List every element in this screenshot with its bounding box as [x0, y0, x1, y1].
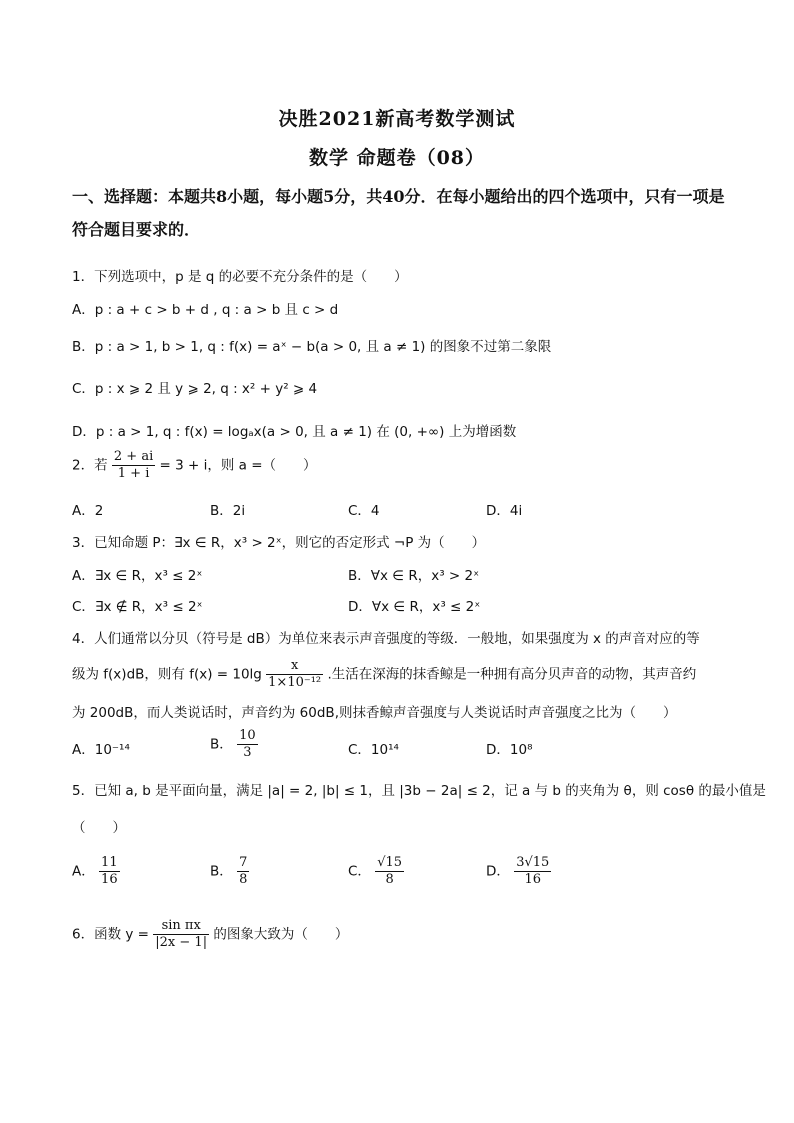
q4-line1: 4．人们通常以分贝（符号是 dB）为单位来表示声音强度的等级．一般地，如果强度为 x 的声音对应的等 [72, 631, 700, 647]
q5-option-c-denominator: 8 [385, 872, 394, 887]
q5-option-c-prefix: C． [348, 863, 371, 880]
q3-option-b: B．∀x ∈ R，x³ > 2ˣ [348, 568, 480, 584]
q1-option-d: D．p : a > 1, q : f(x) = logₐx(a > 0, 且 a ≠ 1) 在 (0, +∞) 上为增函数 [72, 424, 517, 440]
q6-stem-prefix: 6．函数 y = [72, 926, 149, 943]
q5-option-c [348, 855, 404, 888]
q4-fraction [266, 658, 323, 691]
section-heading: 一、选择题：本题共8小题，每小题5分，共40分．在每小题给出的四个选项中，只有一项是符合题目要求的． [72, 187, 725, 239]
q6-fraction-numerator: sin πx [153, 918, 209, 935]
q4-option-d: D．10⁸ [486, 742, 533, 758]
q5-option-b-denominator: 8 [239, 872, 248, 887]
q5-option-a [72, 855, 120, 888]
q3-option-d: D．∀x ∈ R，x³ ≤ 2ˣ [348, 599, 481, 615]
q2-option-d: D．4i [486, 503, 523, 519]
q4-option-b-numerator: 10 [239, 728, 256, 743]
q5-option-d-prefix: D． [486, 863, 510, 880]
exam-title: 决胜2021新高考数学测试 [278, 108, 516, 130]
q5-line2: （ ） [72, 820, 126, 836]
exam-subtitle: 数学 命题卷（08） [308, 147, 486, 169]
q2-option-c: C．4 [348, 503, 380, 519]
q5-option-d-numerator: 3√15 [516, 855, 550, 870]
q2-stem [72, 449, 317, 482]
q3-stem: 3．已知命题 P：∃x ∈ R，x³ > 2ˣ，则它的否定形式 ¬P 为（ ） [72, 535, 486, 551]
q4-option-b-fraction [237, 728, 258, 761]
q2-option-b: B．2i [210, 503, 246, 519]
q6-stem [72, 918, 348, 951]
q5-option-c-fraction [375, 855, 404, 888]
q3-option-a: A．∃x ∈ R，x³ ≤ 2ˣ [72, 568, 203, 584]
q6-fraction-denominator: |2x − 1| [155, 935, 208, 950]
q5-line1: 5．已知 a, b 是平面向量，满足 |a| = 2, |b| ≤ 1，且 |3b − 2a| ≤ 2，记 a 与 b 的夹角为 θ，则 cosθ 的最小值是 [72, 783, 766, 799]
q4-fraction-denominator: 1×10⁻¹² [268, 675, 322, 690]
q2-stem-prefix: 2．若 [72, 457, 108, 474]
q4-line2 [72, 658, 696, 691]
q4-option-b-denominator: 3 [243, 745, 252, 760]
q5-option-b-prefix: B． [210, 863, 233, 880]
q6-fraction [153, 918, 209, 951]
q5-option-a-numerator: 11 [101, 855, 118, 870]
q4-line2-prefix: 级为 f(x)dB，则有 f(x) = 10lg [72, 666, 262, 683]
q4-option-b [210, 728, 258, 761]
q4-line3: 为 200dB，而人类说话时，声音约为 60dB,则抹香鲸声音强度与人类说话时声音强度之比为（ ） [72, 705, 677, 721]
q5-option-a-denominator: 16 [101, 872, 118, 887]
q3-option-c: C．∃x ∉ R，x³ ≤ 2ˣ [72, 599, 203, 615]
q1-option-c: C．p : x ⩾ 2 且 y ⩾ 2, q : x² + y² ⩾ 4 [72, 381, 318, 397]
q4-fraction-numerator: x [266, 658, 323, 675]
q5-option-a-prefix: A． [72, 863, 95, 880]
q5-option-b [210, 855, 249, 888]
q4-option-b-prefix: B． [210, 736, 233, 753]
q4-line2-suffix: .生活在深海的抹香鲸是一种拥有高分贝声音的动物，其声音约 [327, 666, 697, 683]
q2-option-a: A．2 [72, 503, 104, 519]
q2-fraction-denominator: 1 + i [117, 466, 150, 481]
q5-option-b-fraction [237, 855, 249, 888]
q5-option-d [486, 855, 551, 888]
q2-stem-suffix: = 3 + i，则 a =（ ） [159, 457, 317, 474]
q1-stem: 1．下列选项中，p 是 q 的必要不充分条件的是（ ） [72, 269, 408, 285]
q5-option-a-fraction [99, 855, 120, 888]
q4-option-a: A．10⁻¹⁴ [72, 742, 130, 758]
q2-fraction [112, 449, 155, 482]
q1-option-a: A．p : a + c > b + d , q : a > b 且 c > d [72, 302, 339, 318]
q5-option-c-numerator: √15 [377, 855, 403, 870]
q1-option-b: B．p : a > 1, b > 1, q : f(x) = aˣ − b(a > 0, 且 a ≠ 1) 的图象不过第二象限 [72, 339, 552, 355]
q5-option-d-denominator: 16 [524, 872, 542, 887]
q6-stem-suffix: 的图象大致为（ ） [213, 926, 349, 943]
q5-option-d-fraction [514, 855, 551, 888]
q4-option-c: C．10¹⁴ [348, 742, 399, 758]
q5-option-b-numerator: 7 [239, 855, 248, 870]
q2-fraction-numerator: 2 + ai [113, 449, 154, 464]
